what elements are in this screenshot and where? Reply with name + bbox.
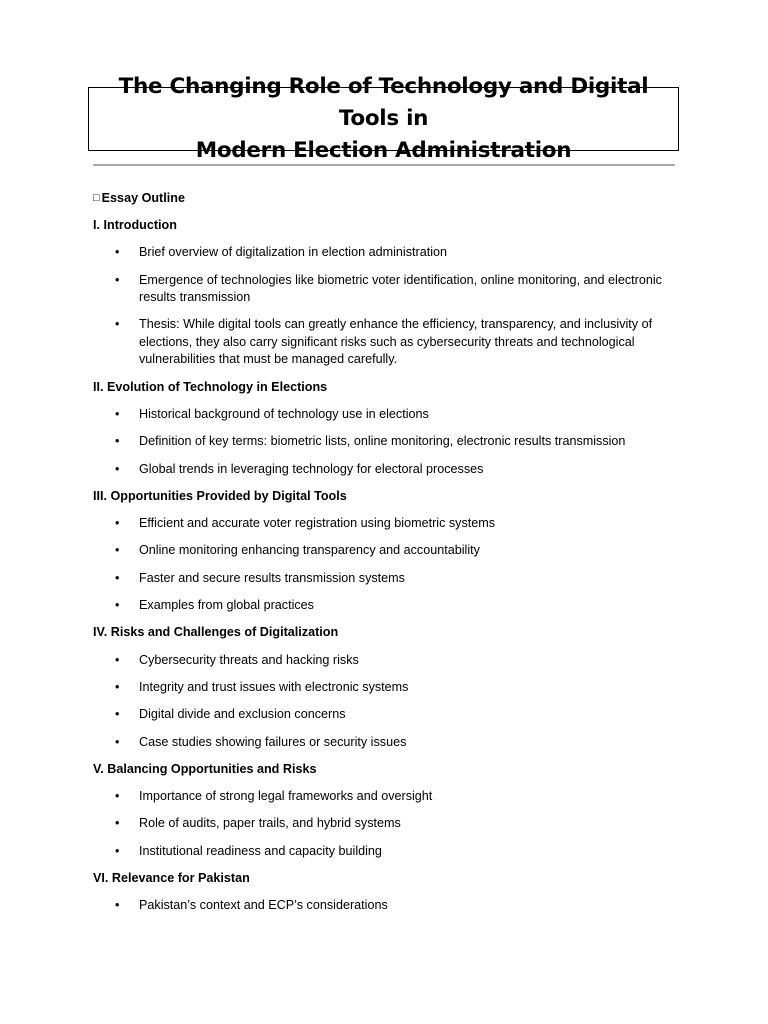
- horizontal-divider: [93, 164, 675, 166]
- bullet-list: [93, 652, 678, 751]
- section-heading: IV. Risks and Challenges of Digitalization: [93, 625, 339, 640]
- list-item: • Case studies showing failures or security issues: [93, 734, 678, 752]
- outline-heading: [93, 190, 678, 217]
- list-item: • Role of audits, paper trails, and hybrid systems: [93, 815, 678, 833]
- list-item: • Institutional readiness and capacity building: [93, 843, 678, 861]
- list-item: • Emergence of technologies like biometric voter identification, online monitoring, and electronic results transmission: [93, 272, 678, 307]
- list-item: • Definition of key terms: biometric lists, online monitoring, electronic results transmission: [93, 433, 678, 451]
- bullet-list: [93, 897, 678, 915]
- section-heading: I. Introduction: [93, 218, 177, 232]
- document-title-line-1: The Changing Role of Technology and Digital Tools in: [118, 74, 649, 131]
- list-item: • Digital divide and exclusion concerns: [93, 706, 678, 724]
- list-item: • Thesis: While digital tools can greatly enhance the efficiency, transparency, and inclusivity of elections, they also carry significant risks such as cybersecurity threats and technological vulnerabilities that must be managed carefully.: [93, 316, 678, 369]
- bullet-list: [93, 406, 678, 478]
- list-item: • Examples from global practices: [93, 597, 678, 615]
- list-item: • Cybersecurity threats and hacking risks: [93, 652, 678, 670]
- list-item: • Online monitoring enhancing transparency and accountability: [93, 542, 678, 560]
- document-title-box: [88, 74, 679, 163]
- outline-label: Essay Outline: [101, 191, 185, 205]
- list-item: • Efficient and accurate voter registration using biometric systems: [93, 515, 678, 533]
- section-heading: II. Evolution of Technology in Elections: [93, 379, 328, 394]
- clipboard-icon: □: [93, 192, 100, 204]
- list-item: • Importance of strong legal frameworks and oversight: [93, 788, 678, 806]
- document-title-line-2: Modern Election Administration: [195, 138, 572, 163]
- section-heading: V. Balancing Opportunities and Risks: [93, 761, 317, 776]
- list-item: • Integrity and trust issues with electronic systems: [93, 679, 678, 697]
- list-item: • Global trends in leveraging technology for electoral processes: [93, 461, 678, 479]
- section-heading: VI. Relevance for Pakistan: [93, 871, 250, 886]
- essay-outline: [93, 190, 678, 925]
- list-item: • Historical background of technology use in elections: [93, 406, 678, 424]
- bullet-list: [93, 515, 678, 614]
- section-heading: III. Opportunities Provided by Digital Tools: [93, 488, 347, 503]
- list-item: • Pakistan’s context and ECP’s considerations: [93, 897, 678, 915]
- list-item: • Faster and secure results transmission systems: [93, 570, 678, 588]
- bullet-list: [93, 244, 678, 369]
- list-item: • Brief overview of digitalization in election administration: [93, 244, 678, 262]
- bullet-list: [93, 788, 678, 860]
